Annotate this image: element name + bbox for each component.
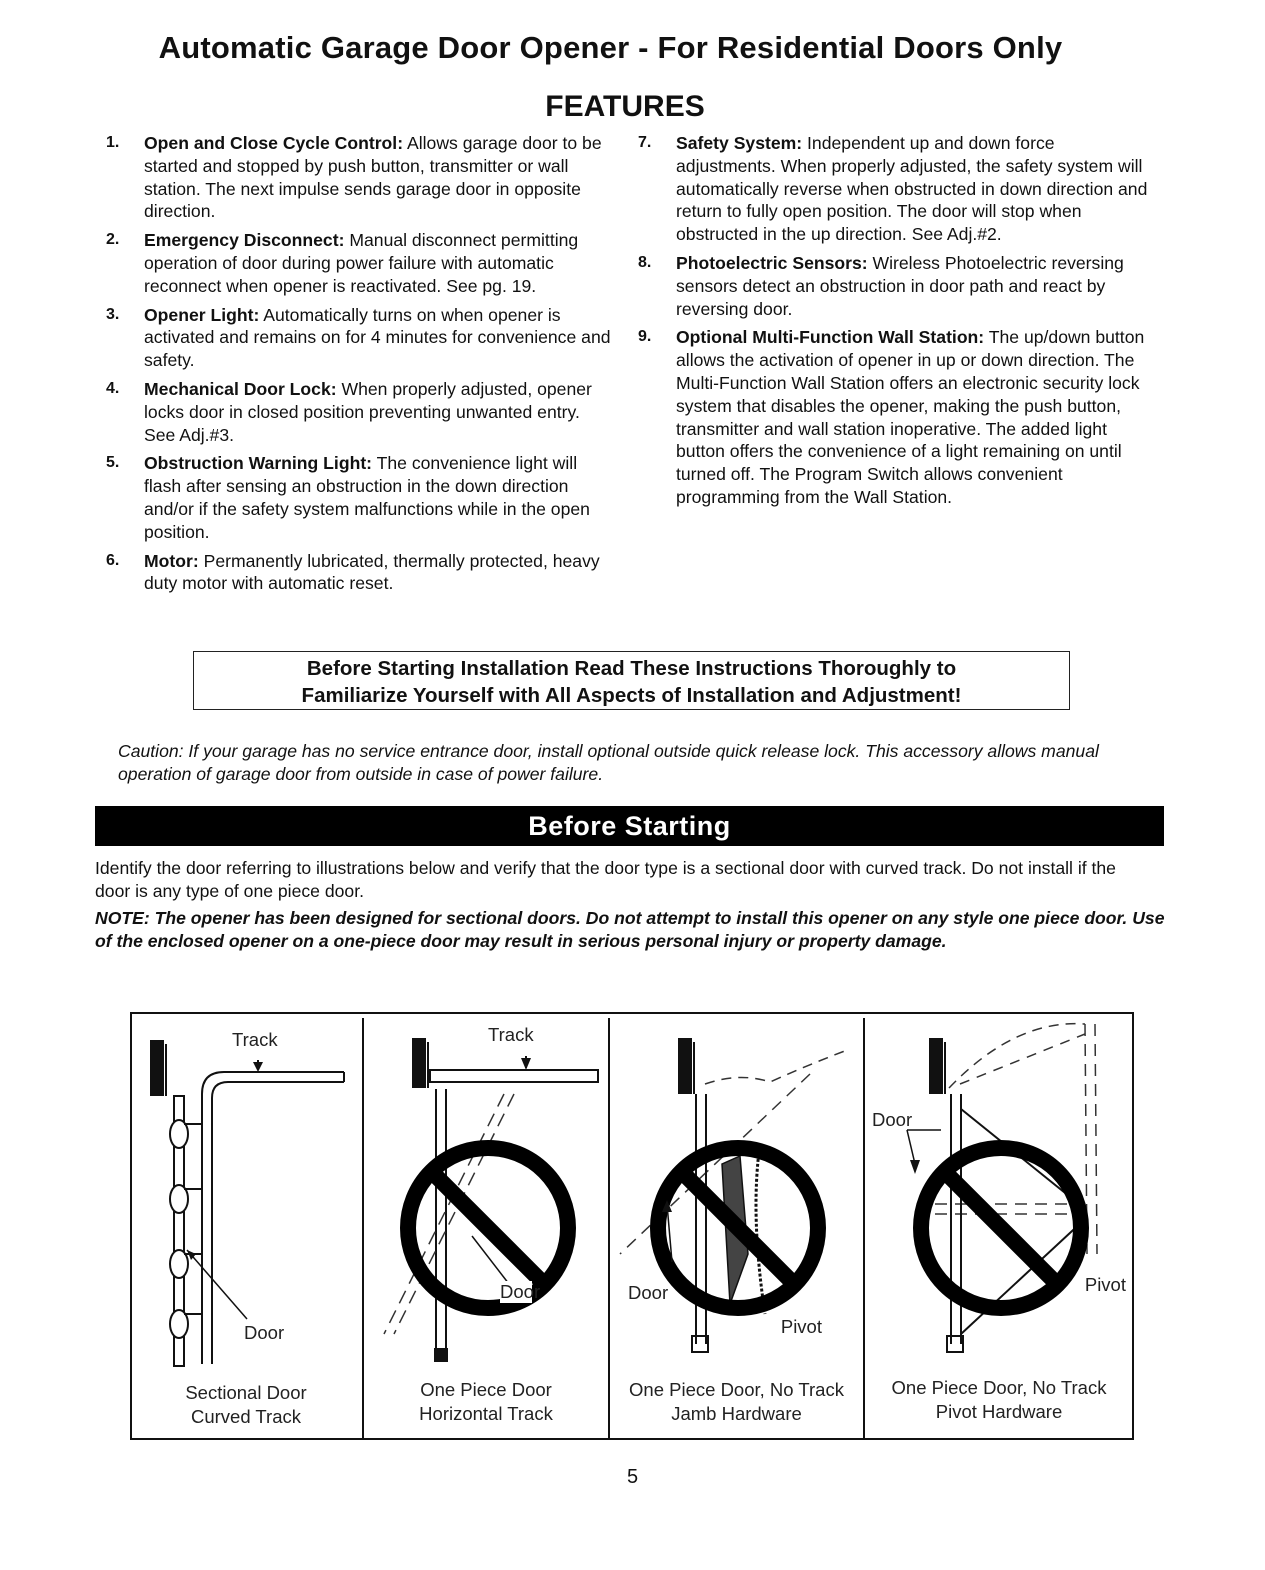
feature-text: Independent up and down force adjustments. When properly adjusted, the safety system will automatically reverse when obstructed in down direction and return to fully open position. The door will stop when obstructed in the up direction. See Adj.#2. [676, 133, 1148, 245]
feature-heading: Opener Light: [144, 304, 260, 325]
feature-item [638, 252, 1148, 320]
one-piece-door-jamb-hardware-illustration [610, 1014, 863, 1374]
panel-caption [867, 1376, 1131, 1424]
before-starting-banner: Before Starting [95, 806, 1164, 846]
feature-item [638, 132, 1148, 246]
note-warning-text: NOTE: The opener has been designed for sectional doors. Do not attempt to install this opener on any style one piece door. Use of the enclosed opener on a one-piece door may result in serious personal injury or property damage. [95, 908, 1165, 951]
sectional-door-curved-track-illustration [132, 1014, 362, 1374]
feature-item [106, 229, 616, 297]
pivot-label: Pivot [780, 1316, 822, 1337]
feature-number: 1. [106, 134, 120, 151]
feature-item [106, 550, 616, 596]
feature-text: When properly adjusted, opener locks door in closed position preventing unwanted entry. See Adj.#3. [144, 378, 592, 445]
feature-text: The convenience light will flash after sensing an obstruction in the down direction and/or if the safety system malfunctions while in the open position. [144, 453, 590, 542]
feature-heading: Mechanical Door Lock: [144, 378, 337, 399]
door-label: Door [244, 1322, 285, 1343]
one-piece-door-horizontal-track-illustration [364, 1014, 608, 1374]
feature-text: Wireless Photoelectric reversing sensors detect an obstruction in door path and react by reversing door. [676, 252, 1124, 319]
identify-text: Identify the door referring to illustrations below and verify that the door type is a sectional door with curved track. Do not install if the door is any type of one piece door. [95, 858, 1116, 901]
feature-heading: Open and Close Cycle Control: [144, 133, 404, 153]
feature-number: 5. [106, 454, 120, 472]
feature-text: The up/down button allows the activation of opener in up or down direction. The Multi-Function Wall Station offers an electronic security lock system that disables the opener, making the push button, transmitter and wall station inoperative. The added light button offers the convenience of a light remaining on until turned off. The Program Switch allows convenient programming from the Wall Station. [676, 327, 1145, 507]
feature-number: 9. [638, 328, 652, 346]
features-heading: FEATURES [545, 90, 705, 123]
feature-heading: Photoelectric Sensors: [676, 252, 868, 273]
notice-line-2: Familiarize Yourself with All Aspects of Installation and Adjustment! [301, 684, 962, 707]
feature-text: Allows garage door to be started and stopped by push button, transmitter or wall station. The next impulse sends garage door in opposite direction. [144, 133, 602, 222]
panel-caption [612, 1378, 861, 1426]
feature-number: 7. [638, 134, 652, 151]
door-label: Door [872, 1109, 913, 1130]
caption-line-1: One Piece Door, No Track [891, 1377, 1107, 1398]
feature-item [638, 326, 1148, 508]
feature-number: 4. [106, 379, 120, 397]
feature-heading: Safety System: [676, 133, 803, 153]
one-piece-door-pivot-hardware-illustration [865, 1014, 1133, 1374]
feature-text: Manual disconnect permitting operation of door during power failure with automatic reconnect when opener is reactivated. See pg. 19. [144, 230, 579, 296]
feature-item [106, 304, 616, 372]
feature-heading: Obstruction Warning Light: [144, 453, 373, 474]
pivot-label: Pivot [1082, 1274, 1126, 1296]
panel-caption [366, 1378, 606, 1426]
caption-line-2: Jamb Hardware [671, 1403, 802, 1424]
feature-text: Permanently lubricated, thermally protected, heavy duty motor with automatic reset. [144, 550, 600, 594]
feature-heading: Emergency Disconnect: [144, 230, 345, 251]
caption-line-2: Pivot Hardware [935, 1401, 1063, 1422]
caption-line-2: Curved Track [190, 1406, 301, 1427]
notice-line-1: Before Starting Installation Read These Instructions Thoroughly to [306, 657, 957, 680]
page-title: Automatic Garage Door Opener - For Residential Doors Only [158, 30, 1063, 65]
page-number: 5 [626, 1466, 639, 1488]
notice-underline [193, 709, 1070, 710]
caution-text: Caution: If your garage has no service entrance door, install optional outside quick release lock. This accessory allows manual operation of garage door from outside in case of power failure. [118, 741, 1099, 784]
feature-number: 3. [106, 305, 120, 323]
feature-item [106, 452, 616, 543]
caption-line-1: One Piece Door, No Track [629, 1379, 844, 1400]
door-label: Door [500, 1281, 541, 1302]
caption-line-1: One Piece Door [420, 1379, 552, 1400]
feature-item [106, 378, 616, 446]
track-label: Track [488, 1024, 534, 1045]
feature-heading: Optional Multi-Function Wall Station: [676, 327, 985, 348]
feature-number: 6. [106, 551, 120, 569]
feature-number: 8. [638, 253, 652, 271]
features-left-column [106, 132, 616, 601]
panel-caption [140, 1381, 352, 1429]
feature-heading: Motor: [144, 550, 199, 571]
feature-text: Automatically turns on when opener is activated and remains on for 4 minutes for convenience and safety. [144, 304, 611, 371]
caption-line-2: Horizontal Track [419, 1403, 553, 1424]
track-label: Track [232, 1029, 278, 1050]
door-label: Door [628, 1282, 669, 1303]
feature-item [106, 132, 616, 223]
installation-notice-box [193, 651, 1070, 710]
feature-number: 2. [106, 231, 120, 249]
features-right-column [638, 132, 1148, 515]
caption-line-1: Sectional Door [185, 1382, 307, 1403]
